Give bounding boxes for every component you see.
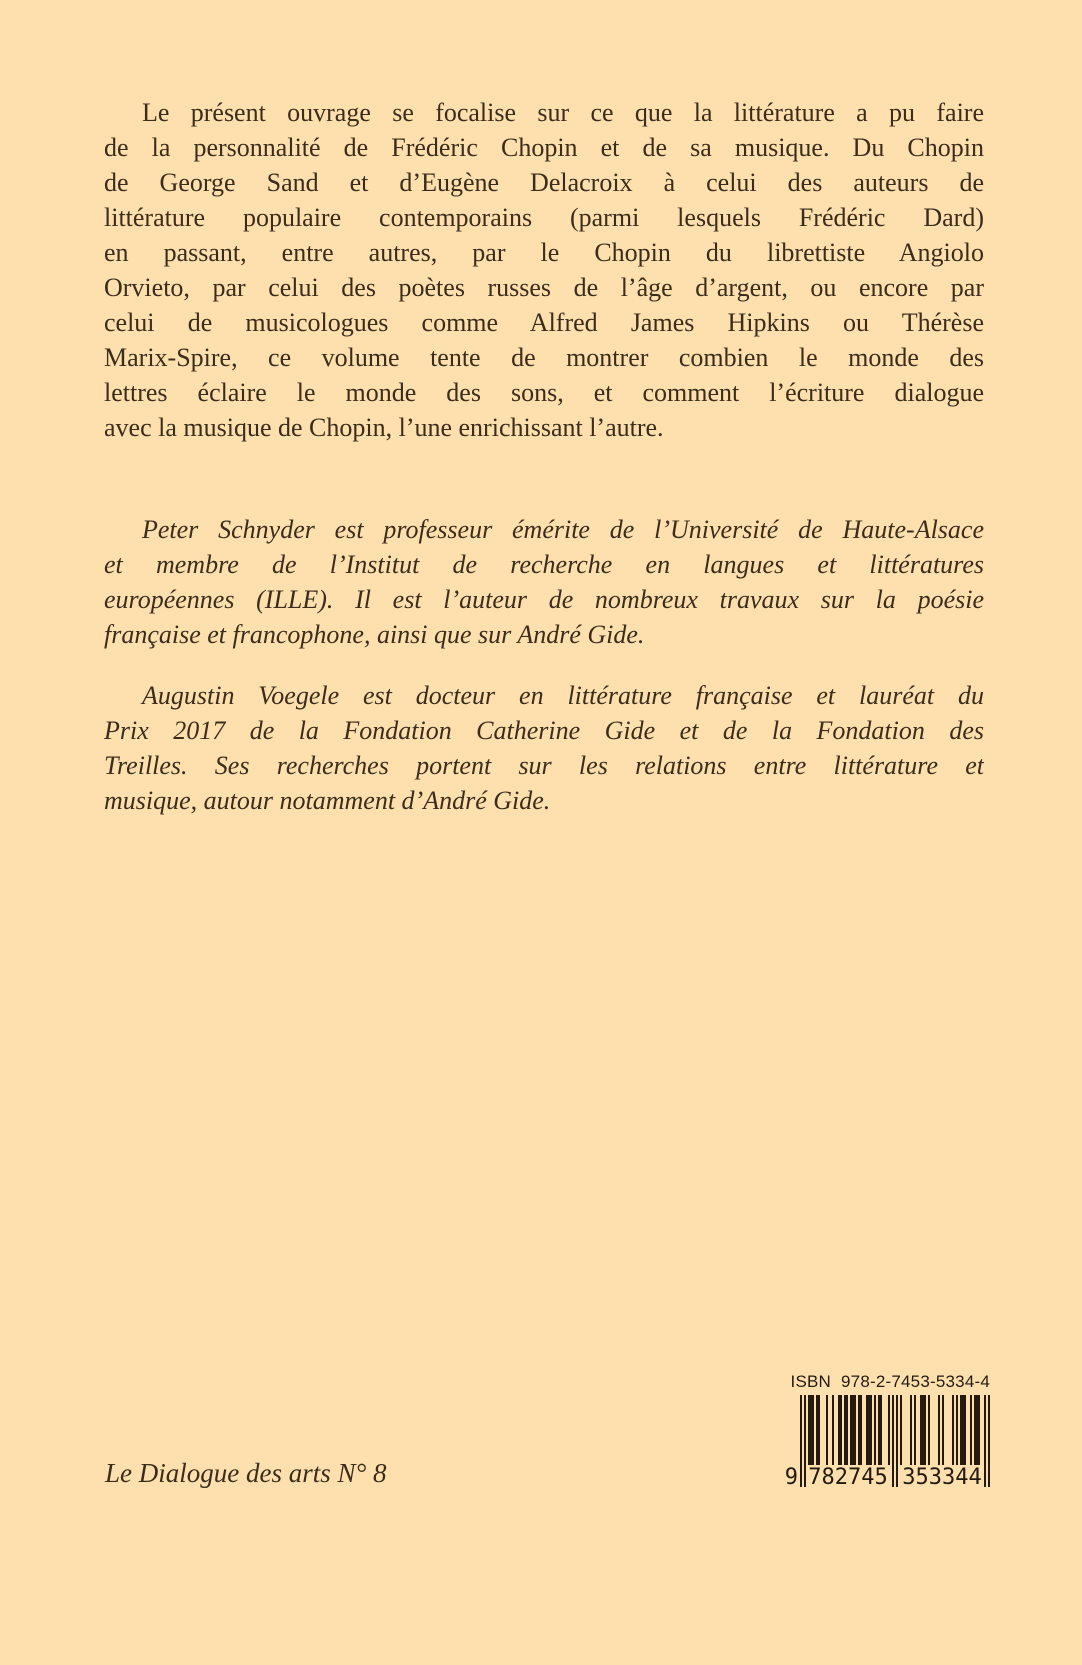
bio-peter-schnyder — [104, 512, 984, 652]
text-line: lettres éclaire le monde des sons, et comment l’écriture dialogue — [104, 378, 984, 407]
ean-digit-prefix: 9 — [774, 1465, 798, 1491]
text-line: littérature populaire contemporains (parmi lesquels Frédéric Dard) — [104, 203, 984, 232]
text-line: Augustin Voegele est docteur en littérature française et lauréat du — [142, 681, 984, 710]
ean-digits-left-group: 782745 — [806, 1465, 890, 1491]
isbn-block — [774, 1372, 990, 1497]
text-line: avec la musique de Chopin, l’une enrichissant l’autre. — [104, 413, 664, 442]
text-line: Prix 2017 de la Fondation Catherine Gide et de la Fondation des — [104, 716, 984, 745]
isbn-line — [791, 1372, 990, 1392]
text-line: en passant, entre autres, par le Chopin du librettiste Angiolo — [104, 238, 984, 267]
text-line: celui de musicologues comme Alfred James Hipkins ou Thérèse — [104, 308, 984, 337]
text-line: Marix-Spire, ce volume tente de montrer combien le monde des — [104, 343, 984, 372]
text-line: de George Sand et d’Eugène Delacroix à celui des auteurs de — [104, 168, 984, 197]
isbn-label: ISBN — [790, 1372, 832, 1391]
series-label: Le Dialogue des arts N° 8 — [105, 1458, 387, 1488]
bio-augustin-voegele — [104, 678, 984, 818]
isbn-number: 978-2-7453-5334-4 — [841, 1372, 990, 1391]
text-line: Orvieto, par celui des poètes russes de l’âge d’argent, ou encore par — [104, 273, 984, 302]
text-line: Treilles. Ses recherches portent sur les relations entre littérature et — [104, 751, 984, 780]
text-line: de la personnalité de Frédéric Chopin et de sa musique. Du Chopin — [104, 133, 984, 162]
text-line: Le présent ouvrage se focalise sur ce que la littérature a pu faire — [142, 98, 984, 127]
text-line: française et francophone, ainsi que sur André Gide. — [104, 620, 645, 649]
text-line: Peter Schnyder est professeur émérite de l’Université de Haute-Alsace — [142, 515, 984, 544]
synopsis-paragraph — [104, 95, 984, 445]
text-line: musique, autour notamment d’André Gide. — [104, 786, 551, 815]
text-line: et membre de l’Institut de recherche en langues et littératures — [104, 550, 984, 579]
ean-digits-right-group: 353344 — [900, 1465, 984, 1491]
text-line: européennes (ILLE). Il est l’auteur de nombreux travaux sur la poésie — [104, 585, 984, 614]
